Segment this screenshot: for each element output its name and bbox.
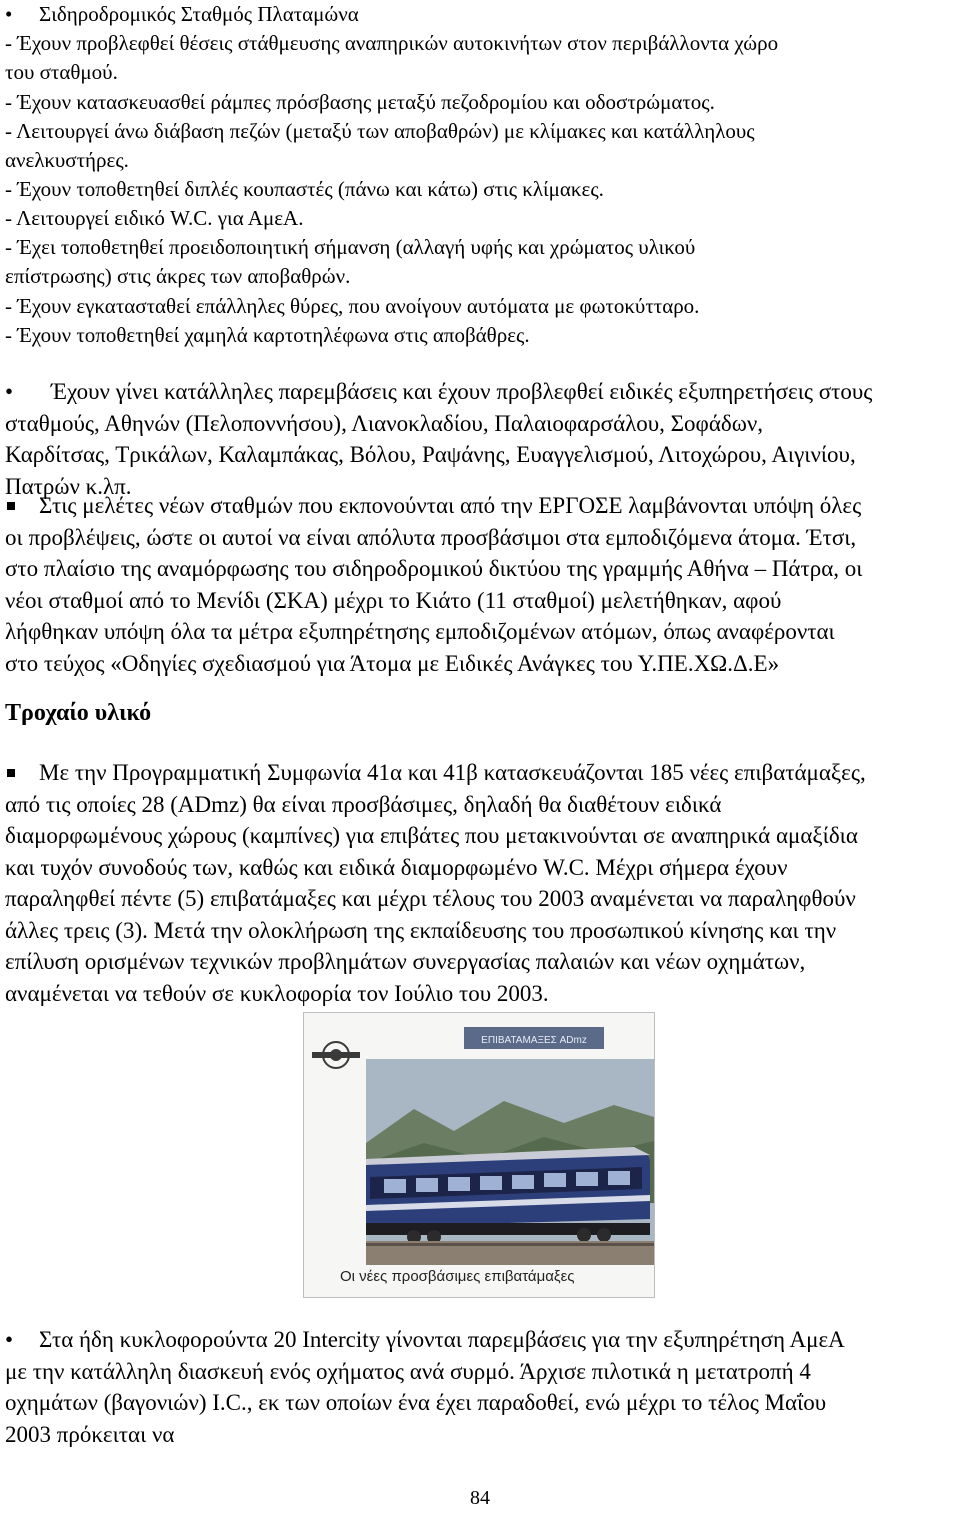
- paragraph-line: 2003 πρόκειται να: [5, 1422, 175, 1447]
- paragraph-line: - Έχουν τοποθετηθεί διπλές κουπαστές (πάνω και κάτω) στις κλίμακες.: [5, 177, 604, 201]
- paragraph-line: παραληφθεί πέντε (5) επιβατάμαξες και μέχρι τέλους του 2003 αναμένεται να παραληφθούν: [5, 886, 856, 911]
- paragraph-line: ανελκυστήρες.: [5, 148, 129, 172]
- paragraph-line: - Έχουν κατασκευασθεί ράμπες πρόσβασης μεταξύ πεζοδρομίου και οδοστρώματος.: [5, 90, 715, 114]
- paragraph-line: από τις οποίες 28 (ADmz) θα είναι προσβάσιμες, δηλαδή θα διαθέτουν ειδικά: [5, 792, 722, 817]
- paragraph-line: και τυχόν συνοδούς των, καθώς και ειδικά διαμορφωμένο W.C. Μέχρι σήμερα έχουν: [5, 855, 788, 880]
- section-heading: Τροχαίο υλικό: [5, 700, 152, 726]
- paragraph-line: - Έχουν εγκατασταθεί επάλληλες θύρες, που ανοίγουν αυτόματα με φωτοκύτταρο.: [5, 294, 700, 318]
- paragraph-line: Πατρών κ.λπ.: [5, 474, 132, 499]
- paragraph-line: οι προβλέψεις, ώστε οι αυτοί να είναι απόλυτα προσβάσιμοι στα εμποδιζόμενα άτομα. Έτσι,: [5, 525, 857, 550]
- paragraph-line: Στα ήδη κυκλοφορούντα 20 Intercity γίνονται παρεμβάσεις για την εξυπηρέτηση ΑμεΑ: [39, 1327, 845, 1352]
- paragraph-line: Με την Προγραμματική Συμφωνία 41α και 41β κατασκευάζονται 185 νέες επιβατάμαξες,: [39, 760, 866, 785]
- paragraph-line: αναμένεται να τεθούν σε κυκλοφορία τον Ιούλιο του 2003.: [5, 981, 549, 1006]
- square-bullet-icon: [7, 502, 15, 510]
- rolling-stock-section: [5, 757, 955, 1015]
- paragraph-line: Έχουν γίνει κατάλληλες παρεμβάσεις και έχουν προβλεφθεί ειδικές εξυπηρετήσεις στους: [51, 379, 873, 404]
- paragraph-line: Στις μελέτες νέων σταθμών που εκπονούνται από την ΕΡΓΟΣΕ λαμβάνονται υπόψη όλες: [39, 493, 862, 518]
- paragraph-line: επίλυση ορισμένων τεχνικών προβλημάτων συνεργασίας παλαιών και νέων οχημάτων,: [5, 949, 806, 974]
- paragraph-line: - Έχει τοποθετηθεί προειδοποιητική σήμανση (αλλαγή υφής και χρώματος υλικού: [5, 235, 696, 259]
- paragraph-line: Καρδίτσας, Τρικάλων, Καλαμπάκας, Βόλου, Ραψάνης, Ευαγγελισμού, Λιτοχώρου, Αιγινίου,: [5, 442, 856, 467]
- paragraph-line: οχημάτων (βαγονιών) I.C., εκ των οποίων ένα έχει παραδοθεί, ενώ μέχρι το τέλος Μαΐου: [5, 1390, 827, 1415]
- bullet-icon: •: [5, 379, 14, 404]
- paragraph-line: σταθμούς, Αθηνών (Πελοποννήσου), Λιανοκλαδίου, Παλαιοφαρσάλου, Σοφάδων,: [5, 411, 764, 436]
- ergose-section: [5, 490, 955, 685]
- bullet-icon: •: [5, 1327, 14, 1352]
- stations-interventions-section: [5, 376, 955, 508]
- bullet-icon: •: [5, 2, 13, 26]
- platamonas-station-section: [5, 0, 955, 350]
- intercity-section: [5, 1324, 955, 1456]
- paragraph-line: - Λειτουργεί άνω διάβαση πεζών (μεταξύ των αποβαθρών) με κλίμακες και κατάλληλους: [5, 119, 755, 143]
- paragraph-line: στο πλαίσιο της αναμόρφωσης του σιδηροδρομικού δικτύου της γραμμής Αθήνα – Πάτρα, οι: [5, 556, 863, 581]
- paragraph-line: διαμορφωμένους χώρους (καμπίνες) για επιβάτες που μετακινούνται σε αναπηρικά αμαξίδια: [5, 823, 858, 848]
- paragraph-line: στο τεύχος «Οδηγίες σχεδιασμού για Άτομα με Ειδικές Ανάγκες του Υ.ΠΕ.ΧΩ.Δ.Ε»: [5, 651, 780, 676]
- paragraph-line: άλλες τρεις (3). Μετά την ολοκλήρωση της εκπαίδευσης του προσωπικού κίνησης και την: [5, 918, 837, 943]
- paragraph-line: - Λειτουργεί ειδικό W.C. για ΑμεΑ.: [5, 206, 304, 230]
- page-number: 84: [470, 1487, 490, 1509]
- brochure-banner: ΕΠΙΒΑΤΑΜΑΞΕΣ ADmz: [481, 1035, 587, 1046]
- train-coach-photo: [303, 1012, 655, 1298]
- square-bullet-icon: [7, 769, 15, 777]
- photo-caption: Οι νέες προσβάσιμες επιβατάμαξες: [340, 1268, 575, 1285]
- paragraph-line: επίστρωσης) στις άκρες των αποβαθρών.: [5, 264, 351, 288]
- paragraph-line: Σιδηροδρομικός Σταθμός Πλαταμώνα: [39, 2, 359, 26]
- train-coach-illustration: [304, 1013, 654, 1297]
- paragraph-line: με την κατάλληλη διασκευή ενός οχήματος ανά συρμό. Άρχισε πιλοτικά η μετατροπή 4: [5, 1359, 811, 1384]
- paragraph-line: - Έχουν τοποθετηθεί χαμηλά καρτοτηλέφωνα στις αποβάθρες.: [5, 323, 530, 347]
- paragraph-line: του σταθμού.: [5, 60, 118, 84]
- paragraph-line: λήφθηκαν υπόψη όλα τα μέτρα εξυπηρέτησης εμποδιζομένων ατόμων, όπως αναφέρονται: [5, 619, 835, 644]
- paragraph-line: - Έχουν προβλεφθεί θέσεις στάθμευσης αναπηρικών αυτοκινήτων στον περιβάλλοντα χώρο: [5, 31, 779, 55]
- paragraph-line: νέοι σταθμοί από το Μενίδι (ΣΚΑ) μέχρι το Κιάτο (11 σταθμοί) μελετήθηκαν, αφού: [5, 588, 782, 613]
